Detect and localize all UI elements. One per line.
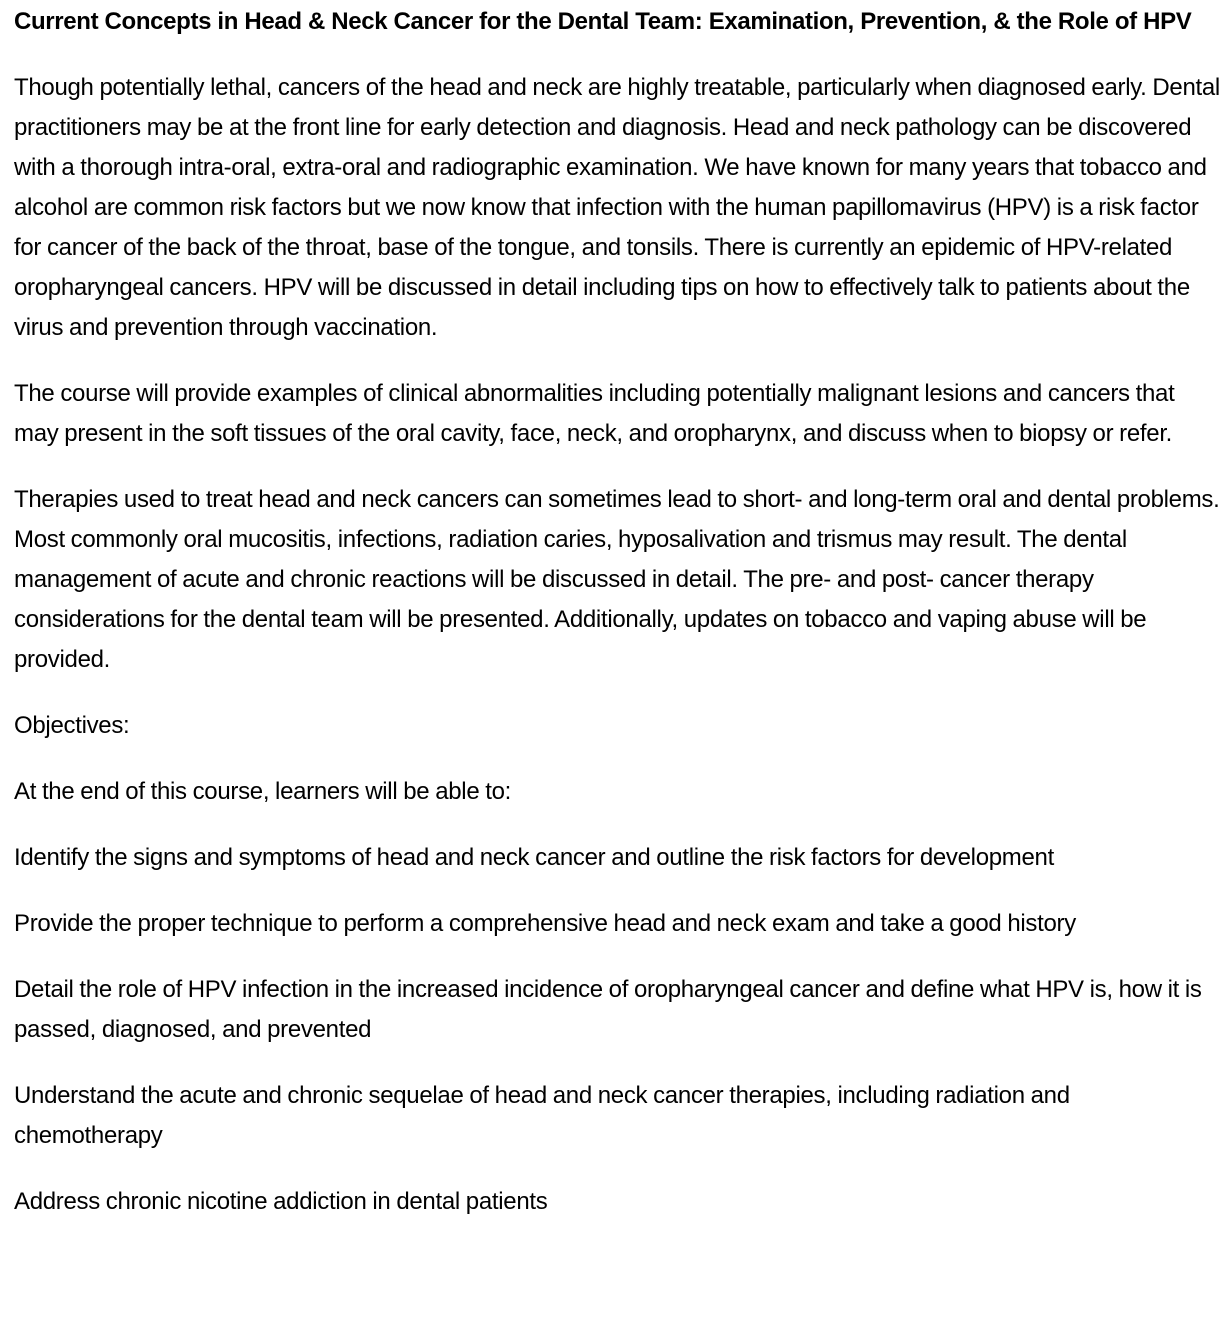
- therapies-paragraph: Therapies used to treat head and neck cancers can sometimes lead to short- and long-term oral and dental problems. Most commonly oral mucositis, infections, radiation caries, hyposalivation and trismus may result. The dental management of acute and chronic reactions will be discussed in detail. The pre- and post- cancer therapy considerations for the dental team will be presented. Additionally, updates on tobacco and vaping abuse will be provided.: [14, 486, 1220, 673]
- objectives-section: [14, 706, 1220, 1222]
- objectives-heading: Objectives:: [14, 712, 130, 739]
- document-title: Current Concepts in Head & Neck Cancer for the Dental Team: Examination, Prevention, & the Role of HPV: [14, 8, 1192, 35]
- objective-item: Detail the role of HPV infection in the increased incidence of oropharyngeal cancer and define what HPV is, how it is passed, diagnosed, and prevented: [14, 976, 1202, 1043]
- objective-item: Identify the signs and symptoms of head and neck cancer and outline the risk factors for development: [14, 844, 1054, 871]
- objective-item: Address chronic nicotine addiction in dental patients: [14, 1188, 548, 1215]
- objectives-intro: At the end of this course, learners will be able to:: [14, 778, 512, 805]
- intro-paragraph: Though potentially lethal, cancers of the head and neck are highly treatable, particularly when diagnosed early. Dental practitioners may be at the front line for early detection and diagnosis. Head and neck pathology can be discovered with a thorough intra-oral, extra-oral and radiographic examination. We have known for many years that tobacco and alcohol are common risk factors but we now know that infection with the human papillomavirus (HPV) is a risk factor for cancer of the back of the throat, base of the tongue, and tonsils. There is currently an epidemic of HPV-related oropharyngeal cancers. HPV will be discussed in detail including tips on how to effectively talk to patients about the virus and prevention through vaccination.: [14, 74, 1220, 341]
- clinical-abnormalities-paragraph: The course will provide examples of clinical abnormalities including potentially malignant lesions and cancers that may present in the soft tissues of the oral cavity, face, neck, and oropharynx, and discuss when to biopsy or refer.: [14, 380, 1175, 447]
- objective-item: Provide the proper technique to perform a comprehensive head and neck exam and take a good history: [14, 910, 1076, 937]
- objective-item: Understand the acute and chronic sequelae of head and neck cancer therapies, including radiation and chemotherapy: [14, 1082, 1070, 1149]
